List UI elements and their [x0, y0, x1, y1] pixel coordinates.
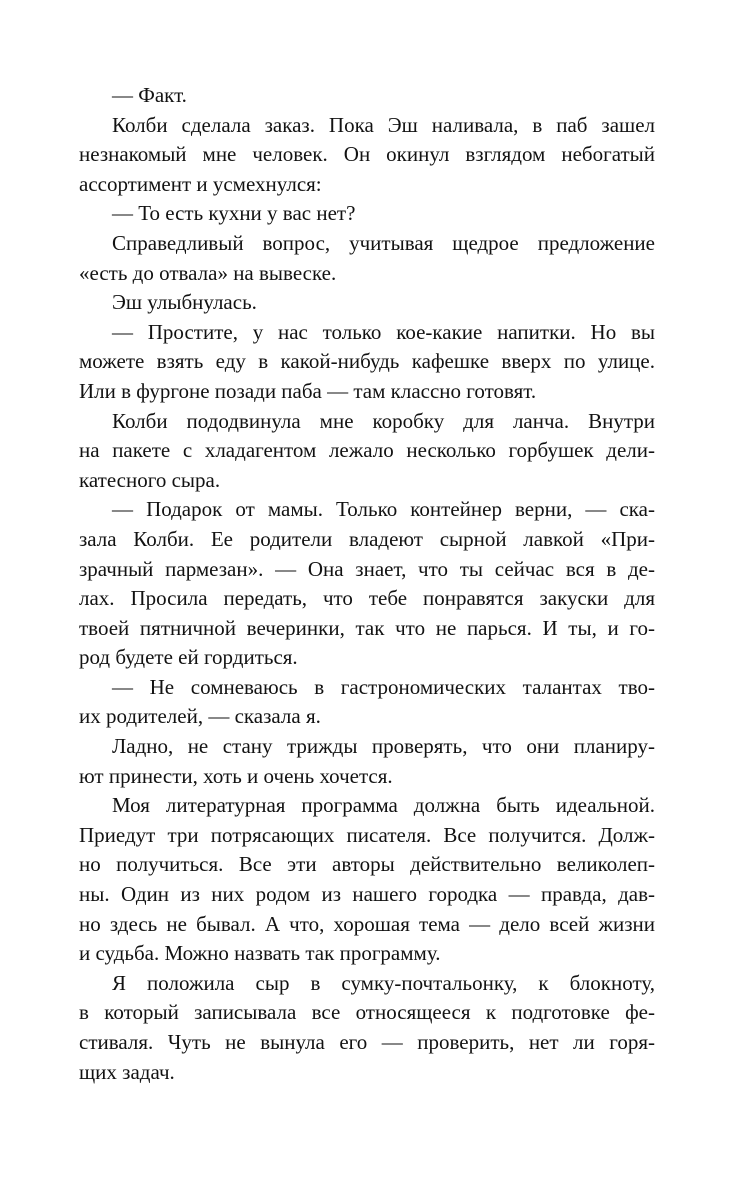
paragraph	[79, 969, 655, 1087]
book-page-text-block	[79, 81, 655, 1087]
text-line: ассортимент и усмехнулся:	[79, 171, 322, 196]
text-line: катесного сыра.	[79, 467, 221, 492]
text-line: — Подарок от мамы. Только контейнер верни, — ска-	[112, 497, 655, 522]
text-line: Ладно, не стану трижды проверять, что они планиру-	[112, 734, 655, 759]
text-line: их родителей, — сказала я.	[79, 704, 321, 729]
text-line: стиваля. Чуть не вынула его — проверить, нет ли горя-	[79, 1030, 655, 1054]
text-line: — Не сомневаюсь в гастрономических талантах тво-	[112, 674, 655, 699]
text-line: но получиться. Все эти авторы действительно великолеп-	[79, 852, 655, 877]
text-line: зала Колби. Ее родители владеют сырной лавкой «При-	[79, 526, 655, 551]
text-line: щих задач.	[79, 1059, 175, 1084]
text-line: — Факт.	[112, 83, 187, 107]
text-line: «есть до отвала» на вывеске.	[79, 260, 337, 285]
text-line: — То есть кухни у вас нет?	[112, 201, 356, 226]
text-line: Приедут три потрясающих писателя. Все получится. Долж-	[79, 822, 655, 847]
text-line: и судьба. Можно назвать так программу.	[79, 941, 441, 966]
paragraph	[79, 732, 655, 791]
text-line: в который записывала все относящееся к подготовке фе-	[79, 1000, 655, 1025]
paragraph	[79, 407, 655, 496]
text-line: Колби сделала заказ. Пока Эш наливала, в паб зашел	[112, 112, 655, 137]
paragraph	[79, 111, 655, 200]
text-line: Моя литературная программа должна быть идеальной.	[112, 793, 655, 818]
text-line: Эш улыбнулась.	[112, 290, 257, 315]
text-line: Справедливый вопрос, учитывая щедрое предложение	[112, 230, 655, 255]
text-line: ны. Один из них родом из нашего городка — правда, дав-	[79, 882, 655, 907]
paragraph	[79, 673, 655, 732]
text-line: Или в фургоне позади паба — там классно готовят.	[79, 378, 537, 403]
text-line: Я положила сыр в сумку-почтальонку, к блокноту,	[112, 970, 655, 995]
text-line: род будете ей гордиться.	[79, 645, 298, 670]
paragraph	[79, 229, 655, 288]
text-line: твоей пятничной вечеринки, так что не парься. И ты, и го-	[79, 615, 655, 640]
text-line: лах. Просила передать, что тебе понравятся закуски для	[79, 586, 655, 611]
text-line: Колби пододвинула мне коробку для ланча. Внутри	[112, 408, 655, 433]
paragraph	[79, 318, 655, 407]
text-line: но здесь не бывал. А что, хорошая тема — дело всей жизни	[79, 911, 655, 936]
text-line: на пакете с хладагентом лежало несколько горбушек дели-	[79, 438, 655, 463]
text-line: незнакомый мне человек. Он окинул взглядом небогатый	[79, 142, 655, 167]
paragraph	[79, 288, 655, 318]
text-line: — Простите, у нас только кое-какие напитки. Но вы	[112, 319, 655, 344]
text-line: можете взять еду в какой-нибудь кафешке вверх по улице.	[79, 349, 655, 374]
paragraph	[79, 495, 655, 673]
paragraph	[79, 791, 655, 969]
text-line: ют принести, хоть и очень хочется.	[79, 763, 393, 788]
text-line: зрачный пармезан». — Она знает, что ты сейчас вся в де-	[79, 556, 655, 581]
paragraph	[79, 81, 655, 111]
paragraph	[79, 199, 655, 229]
